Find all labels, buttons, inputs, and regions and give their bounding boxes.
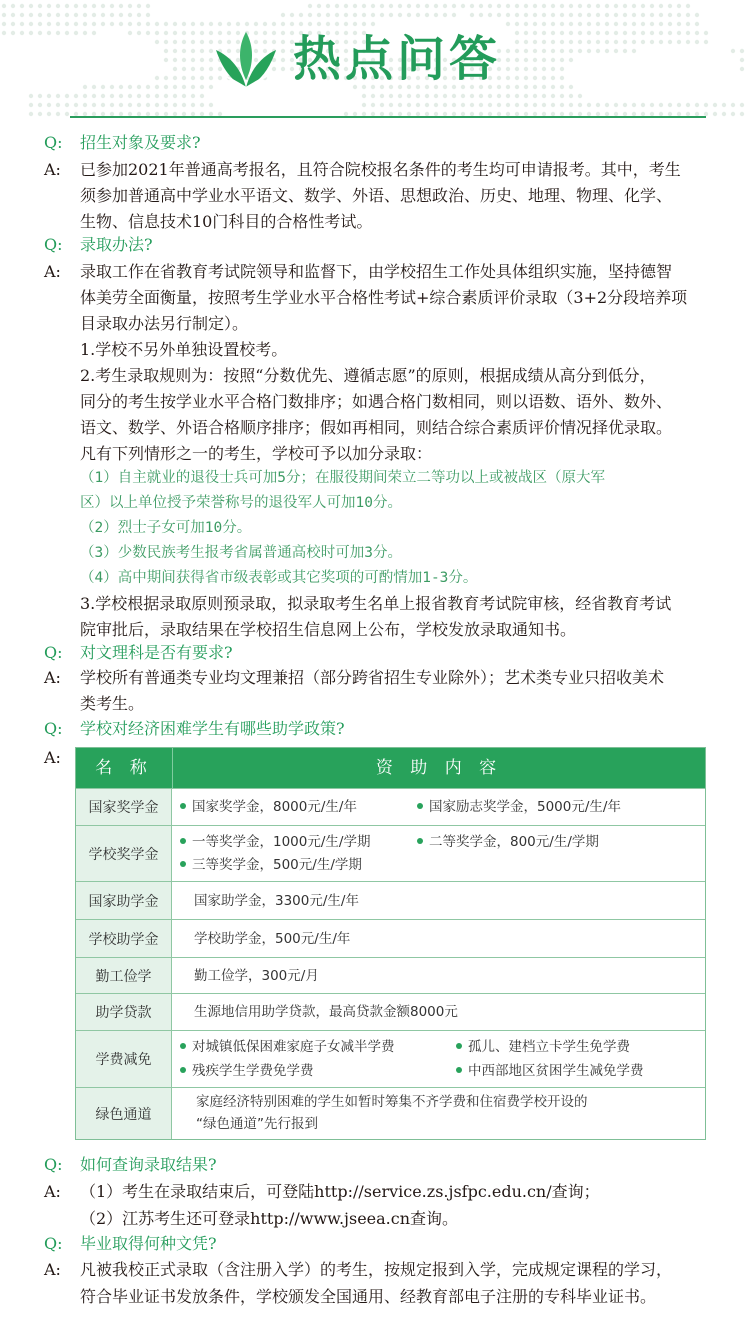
answer-line: 语文、数学、外语合格顺序排序；假如再相同，则结合综合素质评价情况择优录取。 [80, 418, 673, 437]
row-item: 二等奖学金，800元/生/学期 [417, 831, 599, 853]
row-item: 家庭经济特别困难的学生如暂时筹集不齐学费和住宿费学校开设的 [196, 1094, 588, 1110]
bullet-icon [456, 1067, 462, 1073]
bullet-icon [180, 861, 186, 867]
question-text: 录取办法? [80, 235, 153, 254]
answer-line: 须参加普通高中学业水平语文、数学、外语、思想政治、历史、地理、物理、化学、 [80, 186, 673, 205]
q-label: Q: [44, 719, 63, 738]
question-text: 毕业取得何种文凭? [80, 1234, 217, 1253]
answer-line: 体美劳全面衡量，按照考生学业水平合格性考试+综合素质评价录取（3+2分段培养项 [80, 288, 688, 307]
answer-line: 录取工作在省教育考试院领导和监督下，由学校招生工作处具体组织实施，坚持德智 [80, 262, 673, 281]
answer-line: 2.考生录取规则为：按照“分数优先、遵循志愿”的原则，根据成绩从高分到低分， [80, 366, 656, 385]
q-label: Q: [44, 643, 63, 662]
table-row [76, 919, 705, 957]
table-row [76, 881, 705, 919]
a-label: A: [44, 1182, 61, 1201]
answer-line: （2）江苏考生还可登录http://www.jseea.cn查询。 [80, 1209, 459, 1228]
bonus-line: （3）少数民族考生报考省属普通高校时可加3分。 [80, 545, 402, 561]
a-label: A: [44, 668, 61, 687]
header [0, 0, 750, 118]
answer-line: （1）考生在录取结束后，可登陆http://service.zs.jsfpc.edu.cn/查询； [80, 1182, 600, 1201]
row-item: 三等奖学金，500元/生/学期 [180, 854, 362, 876]
bullet-icon [180, 838, 186, 844]
a-label: A: [44, 748, 61, 767]
answer-line: 生物、信息技术10门科目的合格性考试。 [80, 212, 373, 231]
answer-line: 目录取办法另行制定）。 [80, 314, 249, 333]
header-name: 名 称 [95, 758, 153, 778]
table-row [76, 957, 705, 993]
question-text: 学校对经济困难学生有哪些助学政策? [80, 719, 345, 738]
row-item: 对城镇低保困难家庭子女减半学费 [180, 1036, 395, 1058]
q-label: Q: [44, 1234, 63, 1253]
row-item: 生源地信用助学贷款，最高贷款金额8000元 [194, 1004, 458, 1020]
row-name: 学校助学金 [76, 920, 172, 957]
row-name: 国家奖学金 [76, 789, 172, 825]
bonus-line: （2）烈士子女可加10分。 [80, 520, 252, 536]
leaf-logo-icon [212, 30, 280, 90]
bonus-line: 区）以上单位授予荣誉称号的退役军人可加10分。 [80, 495, 402, 511]
answer-line: 已参加2021年普通高考报名，且符合院校报名条件的考生均可申请报考。其中，考生 [80, 160, 681, 179]
row-name: 助学贷款 [76, 994, 172, 1030]
table-row [76, 993, 705, 1030]
answer-line: 类考生。 [80, 694, 145, 713]
answer-line: 院审批后，录取结果在学校招生信息网上公布，学校发放录取通知书。 [80, 620, 577, 639]
q-label: Q: [44, 1155, 63, 1174]
q-label: Q: [44, 133, 63, 152]
row-item: 国家励志奖学金，5000元/生/年 [417, 796, 621, 818]
row-name: 学校奖学金 [76, 826, 172, 881]
table-header [76, 748, 705, 788]
aid-policy-table [75, 747, 706, 1140]
row-name: 绿色通道 [76, 1088, 172, 1139]
a-label: A: [44, 160, 61, 179]
bonus-line: （4）高中期间获得省市级表彰或其它奖项的可酌情加1-3分。 [80, 570, 478, 586]
header-divider [70, 116, 706, 118]
a-label: A: [44, 1260, 61, 1279]
table-row [76, 1087, 705, 1139]
row-item: 国家奖学金，8000元/生/年 [180, 796, 357, 818]
row-name: 国家助学金 [76, 882, 172, 919]
bonus-line: （1）自主就业的退役士兵可加5分；在服役期间荣立二等功以上或被战区（原大军 [80, 470, 605, 486]
row-name: 学费减免 [76, 1031, 172, 1087]
row-item: 中西部地区贫困学生减免学费 [456, 1060, 644, 1082]
table-row [76, 788, 705, 825]
bullet-icon [180, 1043, 186, 1049]
row-item: “绿色通道”先行报到 [196, 1116, 318, 1132]
page-title: 热点问答 [293, 31, 502, 87]
bullet-icon [180, 803, 186, 809]
answer-line: 凡被我校正式录取（含注册入学）的考生，按规定报到入学，完成规定课程的学习， [80, 1260, 673, 1279]
row-item: 残疾学生学费免学费 [180, 1060, 314, 1082]
table-row [76, 1030, 705, 1087]
row-item: 国家助学金，3300元/生/年 [194, 893, 359, 909]
answer-line: 符合毕业证书发放条件，学校颁发全国通用、经教育部电子注册的专科毕业证书。 [80, 1287, 657, 1306]
q-label: Q: [44, 235, 63, 254]
row-name: 勤工俭学 [76, 958, 172, 993]
row-item: 勤工俭学，300元/月 [194, 968, 319, 984]
row-item: 孤儿、建档立卡学生免学费 [456, 1036, 630, 1058]
header-content: 资 助 内 容 [375, 758, 503, 778]
question-text: 招生对象及要求? [80, 133, 201, 152]
row-item: 一等奖学金，1000元/生/学期 [180, 831, 370, 853]
answer-line: 3.学校根据录取原则预录取，拟录取考生名单上报省教育考试院审核，经省教育考试 [80, 594, 672, 613]
table-row [76, 825, 705, 881]
answer-line: 凡有下列情形之一的考生，学校可予以加分录取： [80, 444, 433, 463]
question-text: 如何查询录取结果? [80, 1155, 217, 1174]
bullet-icon [456, 1043, 462, 1049]
a-label: A: [44, 262, 61, 281]
bullet-icon [180, 1067, 186, 1073]
answer-line: 同分的考生按学业水平合格门数排序；如遇合格门数相同，则以语数、语外、数外、 [80, 392, 673, 411]
bullet-icon [417, 803, 423, 809]
bullet-icon [417, 838, 423, 844]
answer-line: 1.学校不另外单独设置校考。 [80, 340, 288, 359]
row-item: 学校助学金，500元/生/年 [194, 931, 351, 947]
question-text: 对文理科是否有要求? [80, 643, 233, 662]
answer-line: 学校所有普通类专业均文理兼招（部分跨省招生专业除外）；艺术类专业只招收美术 [80, 668, 665, 687]
